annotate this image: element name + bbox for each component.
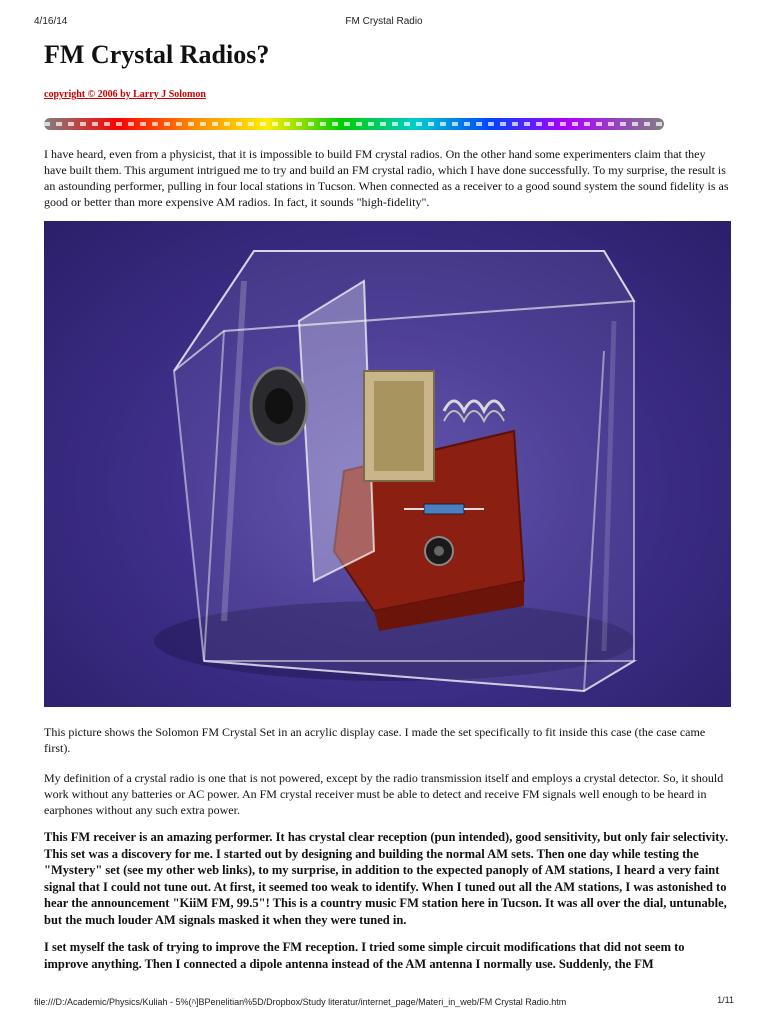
intro-paragraph: I have heard, even from a physicist, that it is impossible to build FM crystal radios. On the other hand some experimenters claim that they have built them. This argument intrigued me to try and build an FM crystal radio, which I have done successfully. To my surprise, the result is an astounding performer, pulling in four local stations in Tucson. When connected as a receiver to a good sound system the sound fidelity is as good or better than more expensive AM radios. In fact, it sounds "high-fidelity".: [44, 147, 729, 209]
print-date: 4/16/14: [34, 16, 68, 27]
copyright-notice: copyright © 2006 by Larry J Solomon: [44, 89, 206, 100]
page-number: 1/11: [717, 995, 734, 1005]
task-paragraph: I set myself the task of trying to improve the FM reception. I tried some simple circuit modifications that did not seem to improve anything. Then I connected a dipole antenna instead of the AM antenna I normally use. Suddenly, the FM: [44, 940, 685, 971]
performer-paragraph: This FM receiver is an amazing performer. It has crystal clear reception (pun intended), good sensitivity, but only fair selectivity. This set was a discovery for me. I started out by designing and building the normal AM sets. Then one day while testing the "Mystery" set (see my other web links), to my surprise, in addition to the expected panoply of AM stations, I heard a very faint signal that I could not tune out. At first, it seemed too weak to identify. When I tuned out all the AM stations, I was astonished to hear the announcement "KiiM FM, 99.5"! This is a country music FM station here in Tucson. It was all over the dial, untunable, but the much louder AM signals masked it when they were tuned in.: [44, 830, 729, 927]
photo-caption: This picture shows the Solomon FM Crystal Set in an acrylic display case. I made the set specifically to fit inside this case (the case came first).: [44, 725, 706, 755]
print-title: FM Crystal Radio: [345, 16, 423, 27]
file-path: file:///D:/Academic/Physics/Kuliah - 5%(ﾊ]BPenelitian%5D/Dropbox/Study literatur/internet_page/Materi_in_web/FM Crystal Radio.htm: [34, 997, 567, 1007]
crystal-radio-photo: [44, 221, 731, 707]
rainbow-divider: [44, 118, 664, 130]
page-title: FM Crystal Radios?: [44, 40, 270, 69]
definition-paragraph: My definition of a crystal radio is one that is not powered, except by the radio transmission itself and employs a crystal detector. So, it should work without any batteries or AC power. An FM crystal receiver must be able to detect and receive FM signals well enough to be heard in earphones without any such extra power.: [44, 771, 724, 817]
